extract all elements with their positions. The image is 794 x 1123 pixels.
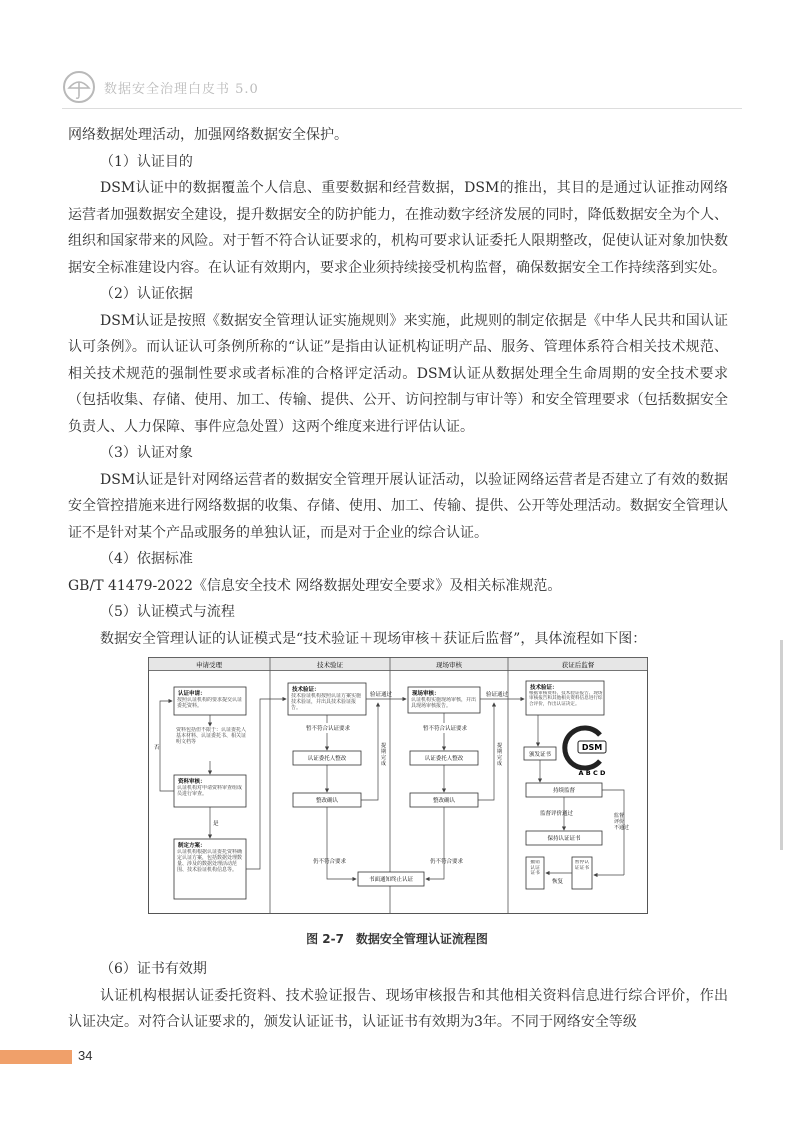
section-heading: （6）证书有效期 [100,961,207,977]
plan-title: 制定方案： [178,843,206,849]
header-divider [62,108,742,109]
post-box [526,681,604,715]
paragraph: DSM认证中的数据覆盖个人信息、重要数据和经营数据，DSM的推出，其目的是通过认证推动网络运营者加强数据安全建设，提升数据安全的防护能力，在推动数字经济发展的同时，降低数据安全为个人、组织和国家带来的风险。对于暂不符合认证要求的，机构可要求认证委托人限期整改，促使认证对象加快数据安全标准建设内容。在认证有效期内，要求企业须持续接受机构监督，确保数据安全工作持续落到实处。 [68,180,728,276]
tech-fail-label: 暂不符合认证要求 [306,726,351,732]
figure-caption: 图 2-7 数据安全管理认证流程图 [306,932,488,946]
no-label: 否 [154,745,160,751]
tech-title: 技术验证： [292,687,320,693]
column-header-site: 现场审核 [436,661,462,669]
page-header [62,70,742,106]
paragraph: 认证机构根据认证委托资料、技术验证报告、现场审核报告和其他相关资料信息进行综合评价，作出认证决定。对符合认证要求的，颁发认证证书，认证证书有效期为3年。不同于网络安全等级 [68,987,728,1030]
review-title: 资料审核： [178,779,206,785]
column-header-post: 获证后监督 [561,661,595,669]
site-box [408,687,480,713]
tech-rectify-box [293,751,361,765]
apply-box [174,687,246,715]
issue-label: 颁发证书 [528,752,552,758]
paragraph: DSM认证是按照《数据安全管理认证实施规则》来实施，此规则的制定依据是《中华人民共和国认证认可条例》。而认证认可条例所称的“认证”是指由认证机构证明产品、服务、管理体系符合相关技术规范、相关技术规范的强制性要求或者标准的合格评定活动。DSM认证从数据处理全生命周期的安全技术要求（包括收集、存储、使用、加工、传输、提供、公开、访问控制与审计等）和安全管理要求（包括数据安全负责人、人力保障、事件应急处置）这两个维度来进行评估认证。 [68,312,728,435]
section-heading: （3）认证对象 [100,445,193,461]
nonconform-label-1: 仍不符合要求 [313,859,347,865]
fail-label: 监督评价不通过 [614,813,630,831]
tech-rectify-label: 认证委托人整改 [307,756,347,762]
dsm-logo-text: DSM [581,743,603,752]
column-header-apply: 申请受理 [196,661,222,669]
site-confirm-box [410,793,478,807]
tech-body: 技术验证机构按照认证方案实施技术验证，并出具技术验证报告。 [291,693,362,711]
nonconform-label-2: 仍不符合要求 [430,859,464,865]
issue-box [524,747,556,760]
section-heading: （2）认证依据 [100,286,193,302]
page-edge-mark [780,640,783,850]
certification-flowchart [148,657,648,914]
section-heading: （1）认证目的 [100,153,193,170]
post-title: 技术验证： [530,685,558,691]
site-title: 现场审核： [412,691,440,697]
plan-box [174,839,246,899]
tech-deadline-label: 提期完成 [381,743,387,767]
terminate-box [358,872,424,886]
site-deadline-label: 提期完成 [497,743,503,767]
keep-label: 保持认证证书 [547,836,581,842]
apply-title: 认证申请： [178,691,206,697]
umbrella-logo-icon [62,70,96,104]
revoke-label: 撤销认证证书 [530,860,540,877]
body-text-top [68,122,728,652]
section-heading: （5）认证模式与流程 [100,604,235,620]
pause-label: 暂停认证证书 [574,860,590,871]
terminate-label: 书面通知终止认证 [368,877,414,883]
supervise-box [526,783,602,797]
pause-box [572,857,592,889]
pass-label-2: 验证通过 [486,692,509,698]
post-body: 根据审核资料、技术验证报告、现场审核报告和其他相关资料信息进行综合评价，作出认证决定。 [529,691,603,707]
paragraph: DSM认证是针对网络运营者的数据安全管理开展认证活动，以验证网络运营者是否建立了有效的数据安全管控措施来进行网络数据的收集、存储、使用、加工、传输、提供、公开等处理活动。数据安全管理认证不是针对某个产品或服务的单独认证，而是对于企业的综合认证。 [68,471,728,541]
site-body: 认证机构实施现场审核，并出具现场审核报告。 [411,697,477,709]
tech-confirm-label: 整改确认 [315,798,339,804]
apply-body: 按照认证机构的要求提交认证委托资料。 [177,697,243,709]
site-rectify-label: 认证委托人整改 [424,756,464,762]
paragraph: GB/T 41479-2022《信息安全技术 网络数据处理安全要求》及相关标准规范。 [68,577,562,594]
site-confirm-label: 整改确认 [432,798,456,804]
site-rectify-box [410,751,478,765]
supervise-label: 持续监督 [552,788,576,794]
pass-label-1: 验证通过 [370,692,393,698]
review-box [174,775,246,807]
supervise-pass-label: 监督评价通过 [540,811,574,817]
plan-body: 认证机构根据认证委托资料确定认证方案，包括数据处理数量、涉及的数据处理活动范围、技术验证机构信息等。 [177,849,243,873]
restore-label: 恢复 [552,879,564,885]
paragraph: 数据安全管理认证的认证模式是“技术验证＋现场审核＋获证后监督”，具体流程如下图： [100,630,647,647]
site-fail-label: 暂不符合认证要求 [423,726,468,732]
paragraph: 网络数据处理活动，加强网络数据安全保护。 [68,127,348,143]
dsm-logo-letters: A B C D [578,769,606,777]
review-body: 认证机构对申请资料审查组成员进行审查。 [177,785,243,797]
tech-confirm-box [293,793,361,807]
page-number: 34 [78,1048,93,1063]
keep-box [526,831,602,845]
page-number-bar [0,1050,72,1064]
tech-box [288,683,366,715]
header-title: 数据安全治理白皮书 5.0 [104,82,259,97]
section-heading: （4）依据标准 [100,551,193,567]
yes-label: 是 [213,821,219,827]
body-text-bottom [68,956,728,1036]
revoke-box [526,857,544,889]
column-header-tech: 技术验证 [317,661,343,669]
materials-note: 资料包括但不限于：认证委托人基本材料、认证委托书、相关证明文档等 [176,727,246,745]
